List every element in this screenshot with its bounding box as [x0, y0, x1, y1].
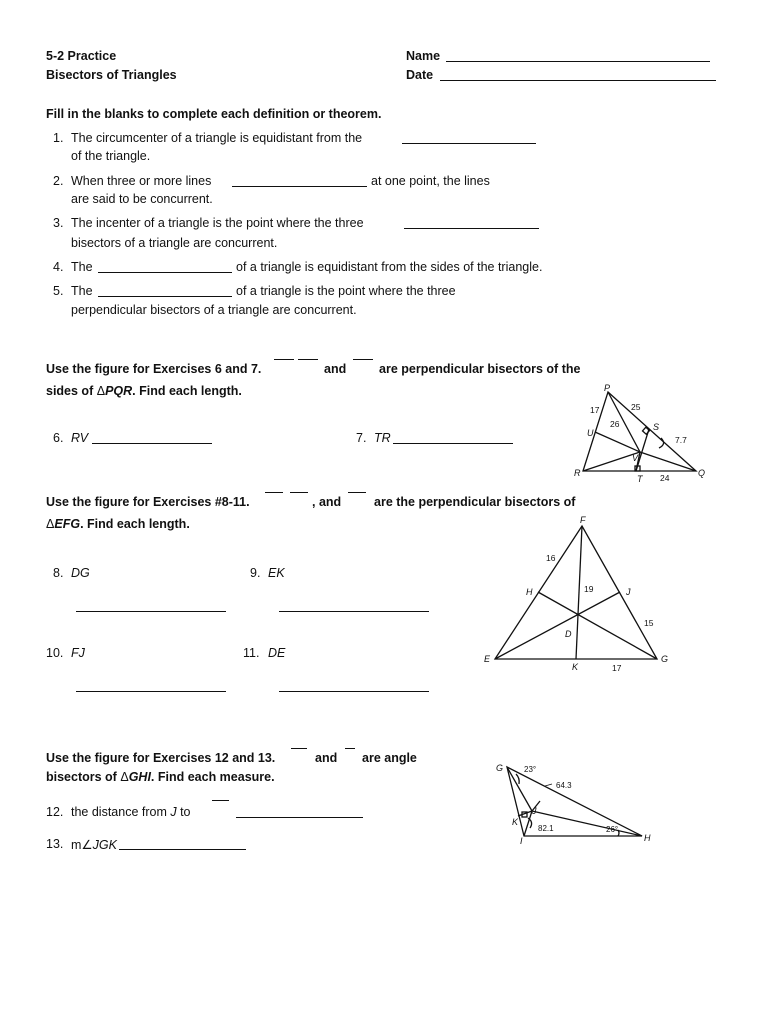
- answer-blank-13[interactable]: [119, 838, 246, 850]
- exercise-number: 9.: [250, 566, 261, 580]
- triangle-name: GHI: [128, 770, 151, 784]
- label-k: K: [572, 662, 579, 672]
- item-number: 3.: [53, 216, 64, 230]
- exercise-number: 8.: [53, 566, 64, 580]
- instruction-text: . Find each measure.: [150, 770, 275, 784]
- value-15: 15: [644, 618, 654, 628]
- answer-blank-10[interactable]: [76, 680, 226, 692]
- exercise-number: 7.: [356, 431, 367, 445]
- lesson-number: 5-2 Practice: [46, 49, 117, 63]
- label-g: G: [496, 763, 504, 773]
- value-82-1: 82.1: [538, 824, 554, 833]
- instruction-text: are angle: [362, 751, 417, 765]
- triangle-ghi-figure: [490, 756, 660, 848]
- answer-blank-4[interactable]: [98, 261, 232, 273]
- value-26: 26: [610, 419, 620, 429]
- item-text: at one point, the lines: [371, 174, 490, 188]
- name-label: Name: [406, 49, 441, 63]
- label-v: V: [632, 453, 639, 463]
- item-text-cont: of the triangle.: [71, 149, 151, 163]
- item-text: of a triangle is equidistant from the sides of the triangle.: [236, 260, 543, 274]
- label-g: G: [661, 654, 669, 664]
- value-25: 25: [631, 402, 641, 412]
- triangle-symbol: Δ: [120, 770, 129, 784]
- answer-blank-8[interactable]: [76, 600, 226, 612]
- label-u: U: [587, 428, 594, 438]
- value-24: 24: [660, 473, 670, 483]
- item-text-cont: perpendicular bisectors of a triangle are concurrent.: [71, 303, 357, 317]
- value-19: 19: [584, 584, 594, 594]
- item-text-cont: bisectors of a triangle are concurrent.: [71, 236, 278, 250]
- answer-blank-6[interactable]: [92, 432, 212, 444]
- value-64-3: 64.3: [556, 781, 572, 790]
- exercise-label: DE: [268, 646, 286, 660]
- exercise-var: J: [170, 805, 177, 819]
- section3-instructions-line2: [46, 517, 190, 531]
- item-text: of a triangle is the point where the three: [236, 284, 456, 298]
- segment-overline: [265, 492, 283, 493]
- exercise-text: [71, 837, 117, 852]
- exercise-label: EK: [268, 566, 285, 580]
- triangle-pqr-figure: [565, 382, 715, 484]
- value-16: 16: [546, 553, 556, 563]
- answer-blank-7[interactable]: [393, 432, 513, 444]
- segment-overline: [212, 800, 229, 801]
- section2-instructions-line2: [46, 384, 242, 398]
- item-number: 4.: [53, 260, 64, 274]
- label-d: D: [565, 629, 572, 639]
- value-7-7: 7.7: [675, 435, 687, 445]
- answer-blank-9[interactable]: [279, 600, 429, 612]
- exercise-text-part: the distance from: [71, 805, 171, 819]
- section1-instructions: Fill in the blanks to complete each definition or theorem.: [46, 107, 382, 121]
- answer-blank-5[interactable]: [98, 285, 232, 297]
- segment-overline: [345, 748, 355, 749]
- label-i: I: [520, 836, 523, 846]
- answer-blank-1[interactable]: [402, 132, 536, 144]
- exercise-label: FJ: [71, 646, 85, 660]
- triangle-efg: [495, 526, 657, 659]
- label-r: R: [574, 468, 581, 478]
- exercise-number: 12.: [46, 805, 64, 819]
- label-s: S: [653, 422, 660, 432]
- segment-overline: [353, 359, 373, 360]
- item-number: 2.: [53, 174, 64, 188]
- instruction-text: bisectors of: [46, 770, 121, 784]
- value-23-deg: 23°: [524, 765, 537, 774]
- label-p: P: [604, 383, 611, 393]
- exercise-label: TR: [374, 431, 391, 445]
- exercise-number: 11.: [243, 646, 260, 660]
- section2-instructions: [46, 362, 261, 376]
- instruction-text: . Find each length.: [80, 517, 190, 531]
- date-label: Date: [406, 68, 434, 82]
- value-17: 17: [612, 663, 622, 673]
- item-text: The: [71, 284, 93, 298]
- label-h: H: [644, 833, 651, 843]
- label-j: J: [532, 806, 537, 816]
- instruction-and: , and: [312, 495, 342, 509]
- answer-blank-12[interactable]: [236, 806, 363, 818]
- item-number: 1.: [53, 131, 64, 145]
- exercise-text-part: m∠: [71, 838, 93, 852]
- segment-overline: [291, 748, 307, 749]
- exercise-label: RV: [71, 431, 89, 445]
- label-k: K: [512, 817, 519, 827]
- answer-blank-11[interactable]: [279, 680, 429, 692]
- item-text: When three or more lines: [71, 174, 212, 188]
- triangle-name: PQR: [105, 384, 133, 398]
- item-text: The incenter of a triangle is the point where the three: [71, 216, 364, 230]
- exercise-text-part: to: [176, 805, 191, 819]
- item-text-cont: are said to be concurrent.: [71, 192, 213, 206]
- segment-overline: [274, 359, 294, 360]
- label-e: E: [484, 654, 491, 664]
- instruction-text: are perpendicular bisectors of the: [379, 362, 581, 376]
- item-number: 5.: [53, 284, 64, 298]
- exercise-text: [71, 805, 191, 819]
- section4-instructions-line2: [46, 770, 275, 784]
- label-h: H: [526, 587, 533, 597]
- name-field[interactable]: [446, 50, 710, 62]
- label-t: T: [637, 474, 643, 484]
- triangle-name: EFG: [54, 517, 81, 531]
- exercise-number: 6.: [53, 431, 64, 445]
- segment-overline: [298, 359, 318, 360]
- segment-overline: [348, 492, 366, 493]
- answer-blank-2[interactable]: [232, 175, 367, 187]
- label-q: Q: [698, 468, 706, 478]
- section3-instructions: Use the figure for Exercises #8-11.: [46, 495, 250, 509]
- item-text: The circumcenter of a triangle is equidistant from the: [71, 131, 363, 145]
- instruction-text: . Find each length.: [132, 384, 242, 398]
- section4-instructions: Use the figure for Exercises 12 and 13.: [46, 751, 276, 765]
- value-17: 17: [590, 405, 600, 415]
- exercise-label: DG: [71, 566, 90, 580]
- answer-blank-3[interactable]: [404, 217, 539, 229]
- segment-overline: [290, 492, 308, 493]
- instruction-and: and: [315, 751, 338, 765]
- item-text: The: [71, 260, 93, 274]
- value-26-deg: 26°: [606, 825, 619, 834]
- instruction-text: are the perpendicular bisectors of: [374, 495, 576, 509]
- worksheet-title: Bisectors of Triangles: [46, 68, 177, 82]
- triangle-efg-figure: [478, 512, 678, 677]
- instruction-text: sides of: [46, 384, 97, 398]
- triangle-symbol: Δ: [46, 517, 55, 531]
- instruction-and: and: [324, 362, 347, 376]
- triangle-symbol: Δ: [96, 384, 106, 398]
- label-j: J: [626, 587, 631, 597]
- exercise-number: 13.: [46, 837, 64, 851]
- exercise-number: 10.: [46, 646, 64, 660]
- instruction-text: Use the figure for Exercises 6 and 7.: [46, 362, 262, 376]
- exercise-var: JGK: [92, 838, 117, 852]
- label-f: F: [580, 515, 586, 525]
- date-field[interactable]: [440, 69, 716, 81]
